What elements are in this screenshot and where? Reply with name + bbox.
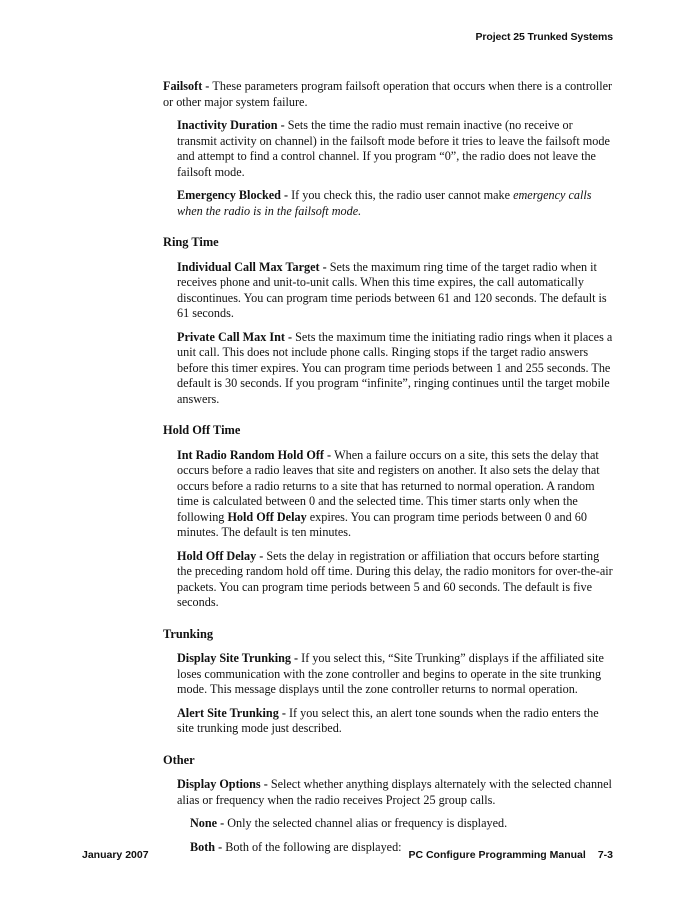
individual-call-max-target-term: Individual Call Max Target - <box>177 259 330 274</box>
hold-off-delay-term: Hold Off Delay - <box>177 548 267 563</box>
both-option-term: Both - <box>190 839 226 854</box>
alert-site-trunking-paragraph <box>177 706 615 737</box>
none-option-paragraph <box>190 816 615 832</box>
page-number: 7-3 <box>597 849 613 861</box>
hold-off-delay-text: Sets the delay in registration or affiliation that occurs before starting the preceding random hold off time. During this delay, the radio monitors for over-the-air packets. You can program time periods between 5 and 60 seconds. The default is five seconds. <box>177 548 613 609</box>
inactivity-duration-paragraph <box>177 118 615 180</box>
trunking-heading: Trunking <box>163 626 214 641</box>
hold-off-delay-paragraph <box>177 549 615 611</box>
display-options-term: Display Options - <box>177 777 271 791</box>
footer-right <box>408 849 613 861</box>
private-call-max-int-term: Private Call Max Int - <box>177 329 296 344</box>
emergency-blocked-term: Emergency Blocked - <box>177 188 292 202</box>
failsoft-text: These parameters program failsoft operation that occurs when there is a controller or other major system failure. <box>163 79 613 109</box>
display-site-trunking-term: Display Site Trunking - <box>177 651 302 665</box>
none-option-term: None - <box>190 816 228 830</box>
running-header: Project 25 Trunked Systems <box>475 31 613 43</box>
individual-call-max-target-text: Sets the maximum ring time of the target radio when it receives phone and unit-to-unit calls. When this time expires, the call automatically discontinues. You can program time periods between 61 and 120 seconds. The default is 61 seconds. <box>177 259 607 320</box>
int-radio-random-hold-off-paragraph <box>177 448 615 541</box>
document-body <box>163 79 615 863</box>
footer-manual-title: PC Configure Programming Manual <box>408 849 586 861</box>
display-options-text: Select whether anything displays alternately with the selected channel alias or frequency when the radio receives Project 25 group calls. <box>177 777 612 807</box>
alert-site-trunking-term: Alert Site Trunking - <box>177 705 289 720</box>
display-options-paragraph <box>177 777 615 808</box>
emergency-blocked-paragraph <box>177 188 615 219</box>
individual-call-max-target-paragraph <box>177 260 615 322</box>
emergency-blocked-text: If you check this, the radio user cannot make <box>291 188 514 202</box>
int-radio-random-hold-off-text-b: expires. You can program time periods between 0 and 60 minutes. The default is ten minutes. <box>177 509 587 539</box>
emergency-blocked-italic: emergency calls when the radio is in the failsoft mode. <box>177 188 592 218</box>
display-site-trunking-paragraph <box>177 651 615 698</box>
both-option-text: Both of the following are displayed: <box>225 839 402 854</box>
footer-date: January 2007 <box>82 849 149 861</box>
inactivity-duration-term: Inactivity Duration - <box>177 118 288 132</box>
failsoft-term: Failsoft - <box>163 79 213 93</box>
inactivity-duration-text: Sets the time the radio must remain inactive (no receive or transmit activity on channel) in the failsoft mode before it tries to leave the failsoft mode and attempt to find a control channel. If you program “0”, the radio does not leave the failsoft mode. <box>177 118 610 179</box>
private-call-max-int-text: Sets the maximum time the initiating radio rings when it places a unit call. This does not include phone calls. Ringing stops if the target radio answers before this timer expires. You can program time periods between 1 and 255 seconds. The default is 30 seconds. If you program “infinite”, ringing continues until the target mobile answers. <box>177 329 613 406</box>
display-site-trunking-text: If you select this, “Site Trunking” displays if the affiliated site loses communication with the zone controller and begins to operate in the site trunking mode. This message displays until the zone controller returns to normal operation. <box>177 651 604 696</box>
int-radio-random-hold-off-text-a: When a failure occurs on a site, this sets the delay that occurs before a radio leaves that site and registers on another. It also sets the delay that occurs before a radio returns to a site that has returned to normal operation. A random time is calculated between 0 and the selected time. This timer starts only when the following <box>177 447 600 524</box>
private-call-max-int-paragraph <box>177 330 615 408</box>
alert-site-trunking-text: If you select this, an alert tone sounds when the radio enters the site trunking mode just described. <box>177 705 599 735</box>
failsoft-paragraph <box>163 79 615 110</box>
hold-off-delay-reference: Hold Off Delay <box>227 509 307 524</box>
none-option-text: Only the selected channel alias or frequency is displayed. <box>227 816 508 830</box>
ring-time-heading: Ring Time <box>163 235 219 249</box>
int-radio-random-hold-off-term: Int Radio Random Hold Off - <box>177 447 335 462</box>
other-heading: Other <box>163 752 195 767</box>
hold-off-time-heading: Hold Off Time <box>163 423 241 437</box>
